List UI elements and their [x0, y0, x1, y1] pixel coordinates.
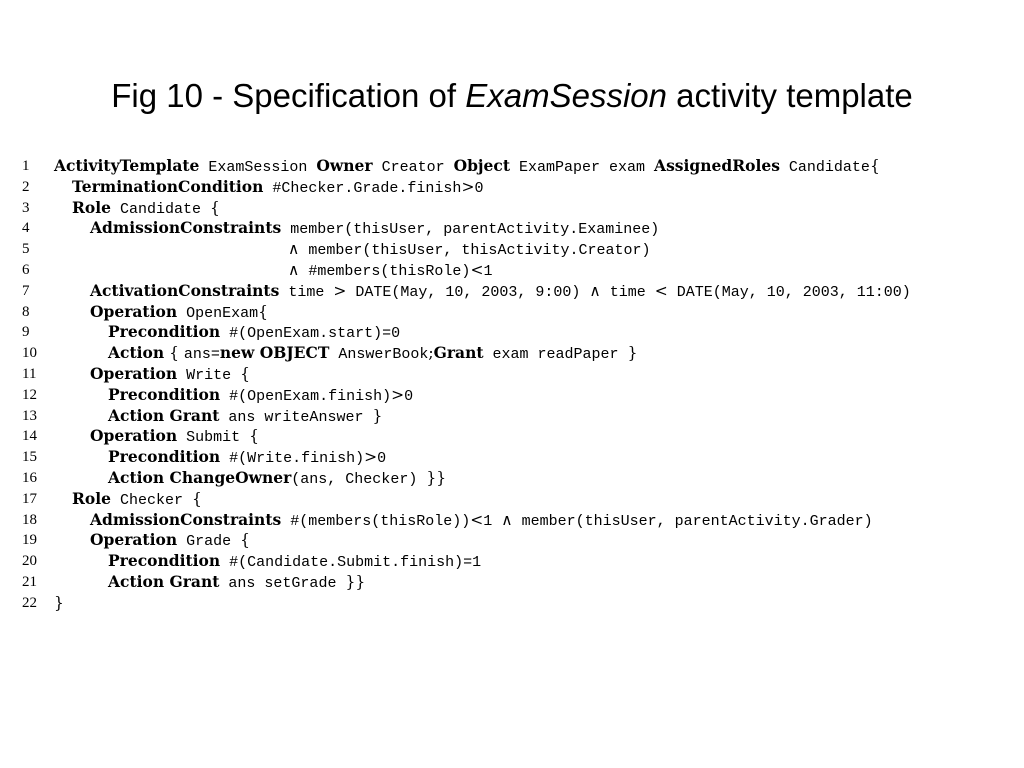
code-symbol: { — [164, 344, 184, 363]
code-token — [54, 305, 90, 322]
code-text — [54, 239, 650, 262]
code-token — [54, 346, 108, 363]
code-token: (ans, Checker) — [291, 470, 427, 488]
code-token: #(members(thisRole)) — [281, 512, 471, 530]
code-token: OpenExam — [177, 304, 259, 322]
code-symbol: { — [249, 427, 259, 446]
line-number: 3 — [22, 199, 30, 216]
code-symbol: < — [654, 281, 668, 300]
code-line — [22, 447, 1012, 468]
code-symbol: < — [470, 260, 484, 279]
code-line — [22, 593, 1012, 614]
code-symbol: }} — [426, 468, 447, 487]
code-keyword: Role — [72, 488, 111, 508]
code-keyword: Operation — [90, 426, 178, 446]
code-text — [54, 406, 382, 429]
code-symbol: { — [192, 489, 202, 508]
code-keyword: AdmissionConstraints — [90, 509, 282, 529]
code-token: DATE(May, 10, 2003, 9:00) — [346, 283, 590, 301]
title-prefix: Fig 10 - Specification of — [111, 77, 466, 114]
code-symbol: ∧ — [288, 260, 300, 279]
code-token: 1 — [483, 262, 493, 280]
line-number: 18 — [22, 511, 37, 528]
code-token: member(thisUser, parentActivity.Grader) — [512, 512, 873, 530]
line-number: 5 — [22, 241, 30, 258]
code-token: #(OpenExam.finish) — [220, 387, 392, 405]
code-line — [22, 426, 1012, 447]
line-number: 10 — [22, 345, 37, 362]
code-token — [54, 367, 90, 384]
code-text — [54, 510, 873, 533]
code-keyword: AssignedRoles — [654, 156, 780, 175]
code-keyword: Precondition — [108, 322, 221, 342]
code-symbol: ∧ — [501, 510, 513, 529]
code-text — [54, 302, 268, 325]
code-keyword: Precondition — [108, 384, 221, 404]
code-keyword: Grant — [433, 343, 484, 363]
code-token: ans= — [183, 346, 220, 364]
code-text — [54, 322, 400, 345]
code-keyword: Precondition — [108, 551, 221, 571]
code-token: #members(thisRole) — [299, 262, 471, 280]
code-line — [22, 510, 1012, 531]
line-number: 15 — [22, 449, 37, 466]
code-text — [54, 551, 481, 574]
code-token — [54, 471, 108, 488]
code-token: Creator — [372, 159, 454, 176]
code-symbol: } — [372, 406, 383, 425]
code-text — [54, 426, 259, 449]
line-number: 20 — [22, 553, 37, 570]
code-token: Candidate — [779, 159, 870, 176]
code-token: time — [279, 283, 334, 301]
code-line — [22, 572, 1012, 593]
code-keyword: Operation — [90, 363, 178, 383]
code-symbol: > — [461, 177, 475, 196]
line-number: 19 — [22, 532, 37, 549]
code-keyword: Object — [453, 156, 511, 175]
code-text — [54, 572, 365, 595]
code-token: time — [600, 283, 655, 301]
line-number: 16 — [22, 469, 37, 486]
code-line — [22, 156, 1012, 177]
code-token — [54, 221, 90, 238]
code-token: Submit — [177, 429, 250, 447]
code-keyword: ActivityTemplate — [54, 156, 200, 175]
code-token — [54, 429, 90, 446]
code-token — [54, 409, 108, 426]
code-line — [22, 406, 1012, 427]
code-line — [22, 530, 1012, 551]
code-token: 0 — [474, 179, 484, 197]
code-symbol: } — [627, 344, 638, 363]
code-symbol: ∧ — [288, 240, 300, 259]
line-number: 17 — [22, 490, 37, 507]
code-token: Candidate — [111, 200, 211, 218]
code-line — [22, 281, 1012, 302]
code-symbol: > — [333, 281, 347, 300]
code-keyword: Role — [72, 197, 111, 217]
code-symbol: > — [391, 385, 405, 404]
code-token — [54, 450, 108, 467]
code-token: DATE(May, 10, 2003, 11:00) — [667, 283, 911, 301]
code-token: Grade — [177, 533, 241, 551]
code-keyword: ActivationConstraints — [90, 280, 280, 300]
code-keyword: Action Grant — [108, 405, 220, 425]
code-text — [54, 593, 64, 615]
line-number: 21 — [22, 573, 37, 590]
line-number: 2 — [22, 178, 30, 195]
slide-title — [0, 70, 1024, 122]
code-line — [22, 364, 1012, 385]
code-line — [22, 551, 1012, 572]
line-number: 14 — [22, 428, 37, 445]
code-token — [54, 284, 90, 301]
code-keyword: new OBJECT — [219, 343, 330, 363]
code-token: 0 — [377, 450, 387, 468]
code-line — [22, 302, 1012, 323]
code-symbol: { — [240, 531, 250, 550]
code-keyword: TerminationCondition — [72, 176, 264, 196]
code-line — [22, 489, 1012, 510]
code-listing — [22, 156, 1012, 614]
line-number: 12 — [22, 386, 37, 403]
code-token: ExamPaper exam — [510, 159, 655, 176]
code-line — [22, 468, 1012, 489]
code-keyword: Action — [108, 343, 165, 363]
code-token: #(Write.finish) — [220, 450, 365, 468]
line-number: 13 — [22, 407, 37, 424]
code-symbol: }} — [345, 572, 366, 591]
code-token: 1 — [483, 512, 502, 530]
code-line — [22, 218, 1012, 239]
line-number: 11 — [22, 365, 37, 382]
line-number: 8 — [22, 303, 30, 320]
code-line — [22, 198, 1012, 219]
code-keyword: Action ChangeOwner — [108, 467, 292, 487]
code-symbol: ∧ — [589, 281, 601, 300]
code-token — [54, 242, 288, 259]
code-line — [22, 322, 1012, 343]
line-number: 1 — [22, 158, 30, 174]
code-text — [54, 468, 446, 491]
code-line — [22, 260, 1012, 281]
code-text — [54, 281, 911, 304]
code-line — [22, 385, 1012, 406]
code-line — [22, 239, 1012, 260]
code-text — [54, 364, 250, 387]
code-text — [54, 198, 220, 221]
code-token — [54, 325, 108, 342]
code-keyword: Operation — [90, 530, 178, 550]
code-token — [54, 533, 90, 550]
code-symbol: > — [364, 448, 378, 467]
code-symbol: ; — [428, 344, 434, 363]
code-keyword: Precondition — [108, 447, 221, 467]
code-text — [54, 260, 492, 283]
line-number: 6 — [22, 261, 30, 278]
code-text — [54, 156, 880, 179]
code-keyword: Owner — [316, 156, 373, 175]
code-text — [54, 447, 386, 470]
code-token: ExamSession — [199, 159, 317, 176]
code-token — [54, 513, 90, 530]
code-text — [54, 177, 483, 200]
code-keyword: Operation — [90, 301, 178, 321]
code-line — [22, 343, 1012, 364]
code-token: AnswerBook — [329, 346, 429, 364]
code-token: #(OpenExam.start)=0 — [220, 325, 401, 343]
code-token — [54, 575, 108, 592]
line-number: 4 — [22, 220, 30, 237]
code-token: Write — [177, 366, 241, 384]
code-symbol: < — [470, 510, 484, 529]
code-token — [54, 492, 72, 509]
code-symbol: { — [240, 364, 250, 383]
code-text — [54, 218, 659, 241]
code-token: ans setGrade — [219, 574, 346, 592]
code-token: 0 — [404, 387, 414, 405]
code-text — [54, 343, 637, 366]
code-token: member(thisUser, thisActivity.Creator) — [299, 242, 651, 260]
code-symbol: { — [258, 302, 268, 321]
code-line — [22, 177, 1012, 198]
code-token — [54, 388, 108, 405]
code-token: exam readPaper — [483, 346, 628, 364]
code-symbol: } — [54, 593, 64, 612]
code-token: member(thisUser, parentActivity.Examinee) — [281, 221, 660, 239]
code-text — [54, 530, 250, 553]
code-keyword: AdmissionConstraints — [90, 218, 282, 238]
code-token — [54, 554, 108, 571]
line-number: 9 — [22, 324, 30, 341]
code-token — [54, 180, 72, 197]
title-emphasis: ExamSession — [465, 77, 667, 114]
code-token: #(Candidate.Submit.finish)=1 — [220, 554, 482, 572]
line-number: 7 — [22, 282, 30, 299]
code-text — [54, 385, 413, 408]
code-token — [54, 263, 288, 280]
code-token: ans writeAnswer — [219, 408, 373, 426]
title-suffix: activity template — [667, 77, 913, 114]
code-keyword: Action Grant — [108, 571, 220, 591]
code-token: Checker — [111, 491, 193, 509]
code-symbol: { — [210, 198, 220, 217]
code-token — [54, 201, 72, 218]
code-text — [54, 489, 202, 512]
code-token: #Checker.Grade.finish — [263, 179, 462, 197]
line-number: 22 — [22, 594, 37, 611]
code-symbol: { — [869, 157, 880, 175]
